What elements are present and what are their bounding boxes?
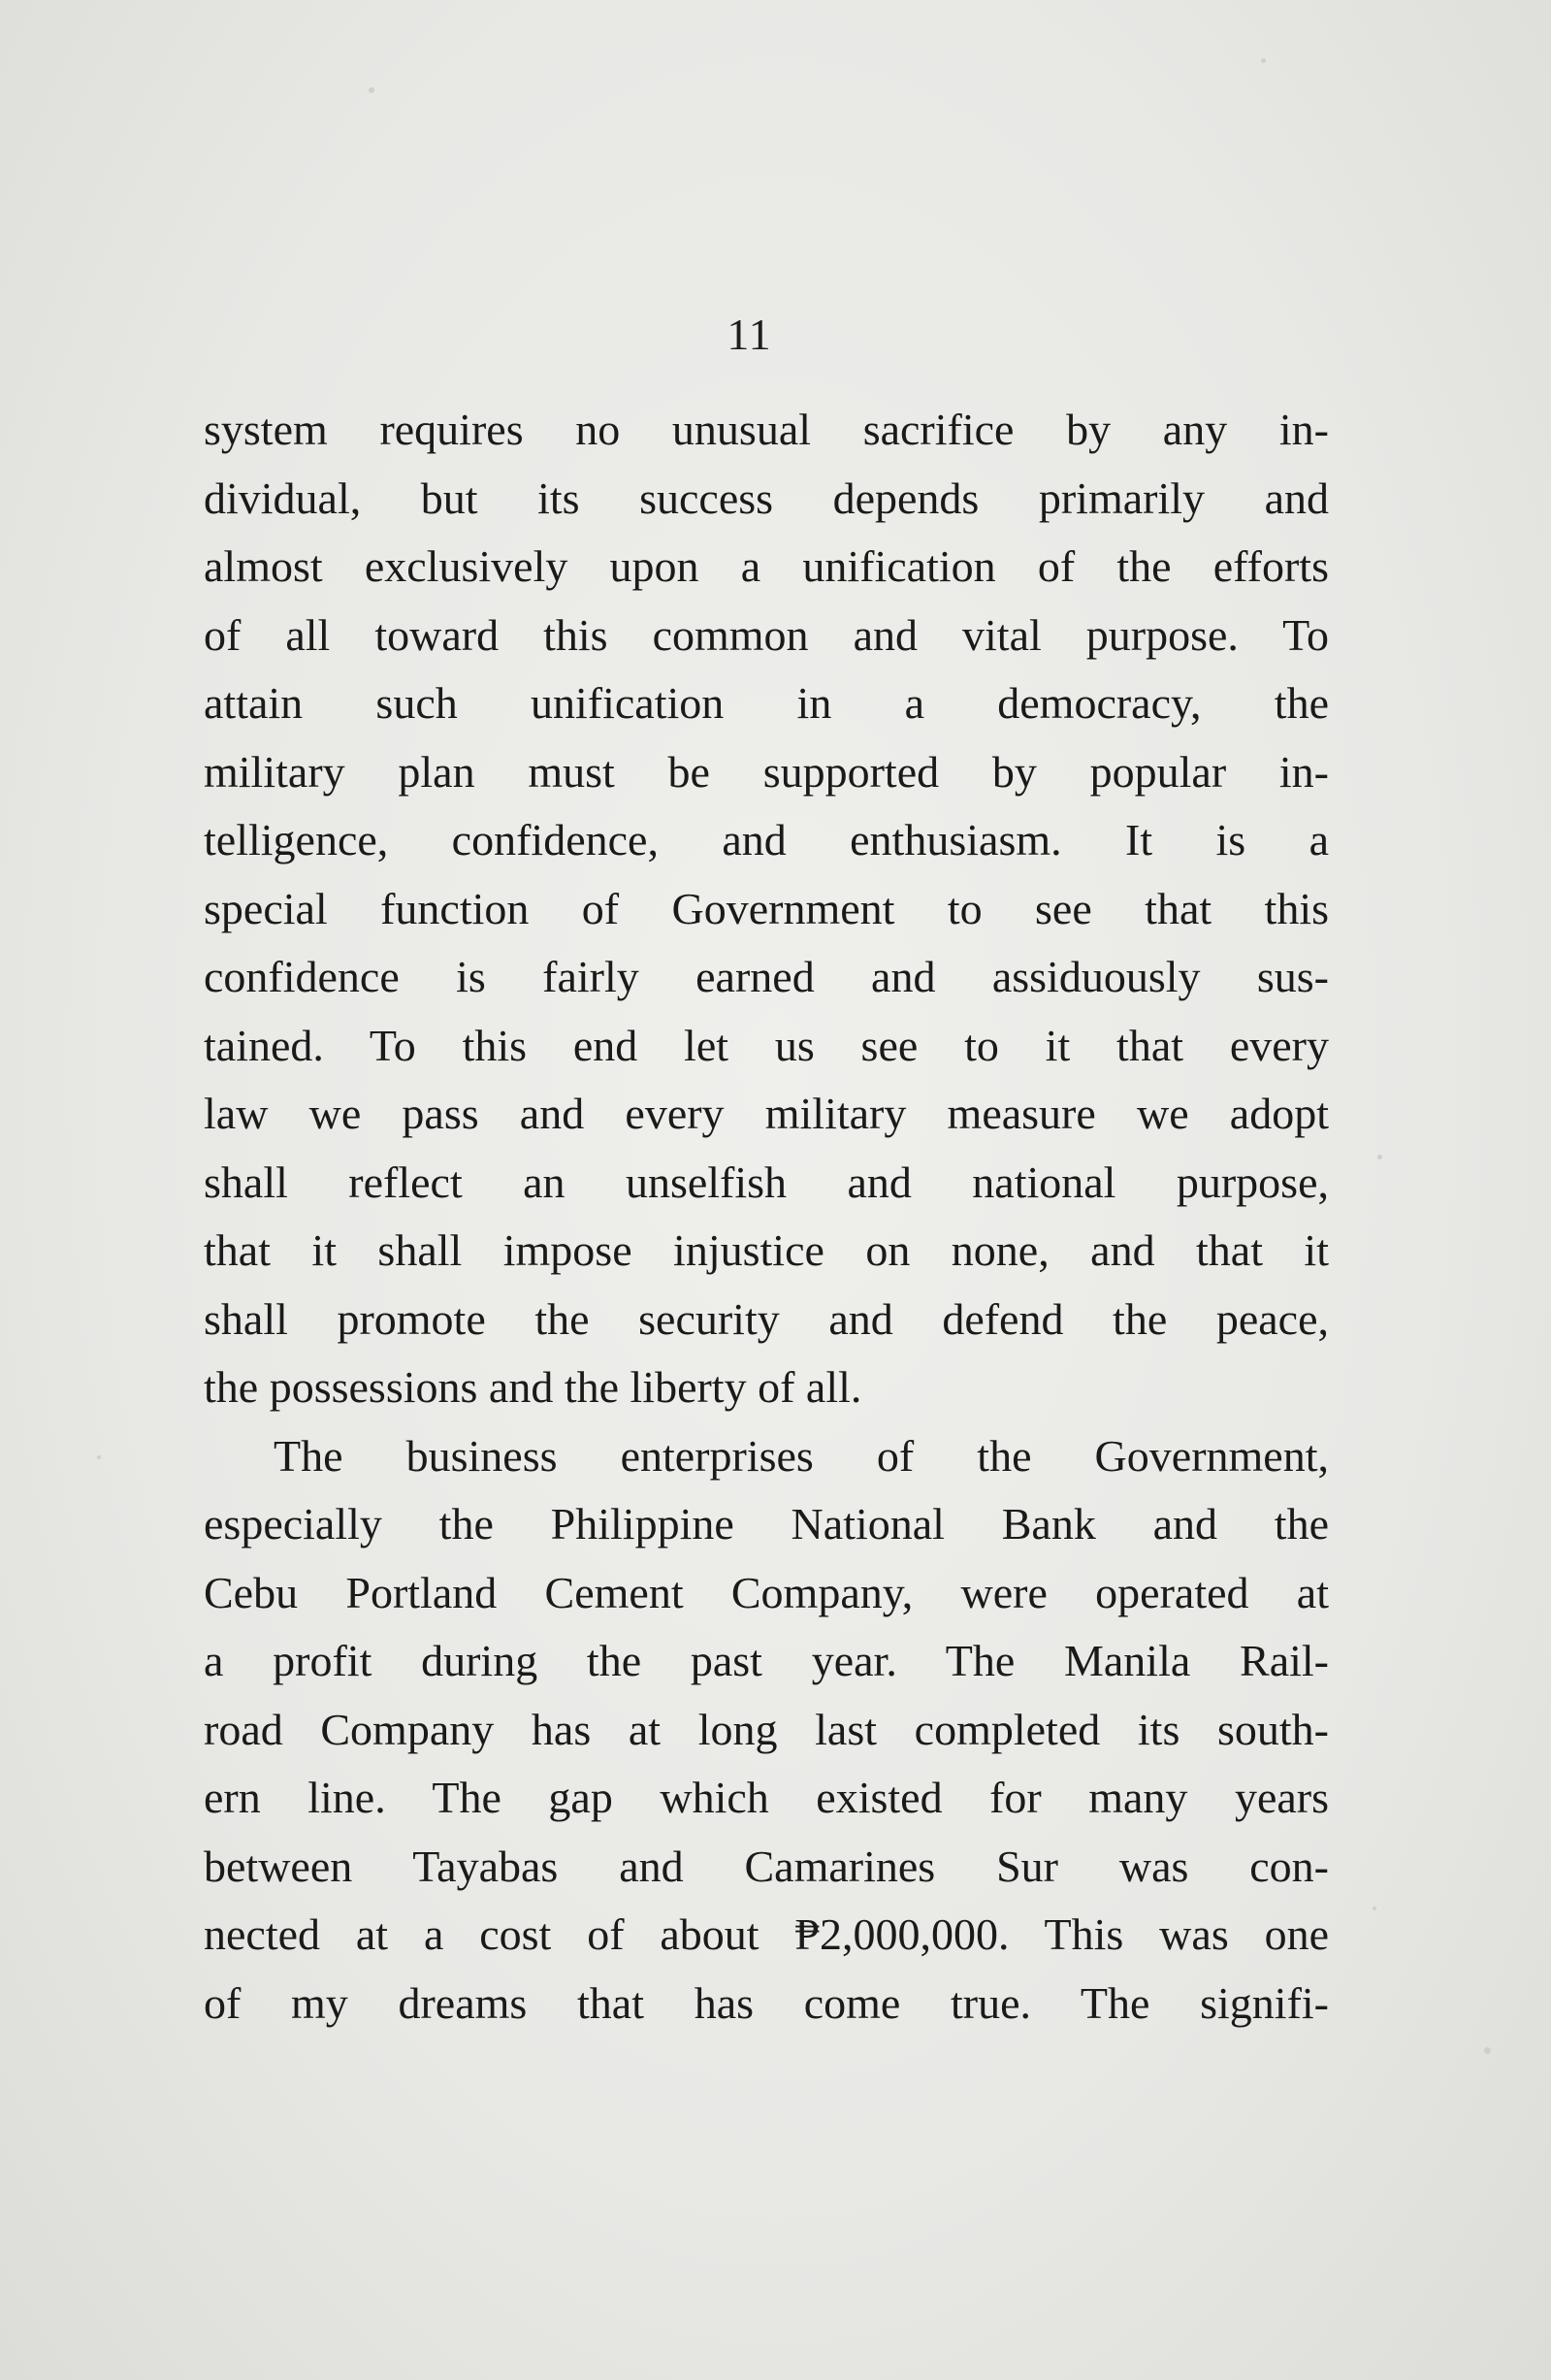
text-line: system requires no unusual sacrifice by any in- [204, 405, 1329, 454]
text-line: the possessions and the liberty of all. [204, 1362, 862, 1412]
text-line: shall promote the security and defend the peace, [204, 1293, 1329, 1344]
text-line: confidence is fairly earned and assiduously sus- [204, 952, 1329, 1001]
text-line: attain such unification in a democracy, the [204, 678, 1329, 728]
text-line: that it shall impose injustice on none, and that it [204, 1225, 1329, 1275]
text-line: tained. To this end let us see to it that every [204, 1020, 1329, 1070]
text-line: military plan must be supported by popular in- [204, 746, 1329, 797]
text-line: The business enterprises of the Government, [274, 1430, 1329, 1481]
text-line: especially the Philippine National Bank and the [204, 1499, 1329, 1549]
text-line: a profit during the past year. The Manila Rail- [204, 1636, 1329, 1685]
text-line: shall reflect an unselfish and national purpose, [204, 1157, 1329, 1207]
page-number: 11 [727, 310, 772, 359]
paragraph [204, 396, 1329, 1422]
text-line: of all toward this common and vital purpose. To [204, 609, 1329, 660]
text-line: between Tayabas and Camarines Sur was con- [204, 1841, 1329, 1891]
text-line: road Company has at long last completed its south- [204, 1704, 1329, 1754]
body-text [204, 396, 1329, 2038]
text-line: law we pass and every military measure we adopt [204, 1089, 1329, 1138]
paragraph [204, 1422, 1329, 2038]
paper-speck [1377, 1155, 1382, 1159]
paper-speck [369, 87, 374, 93]
text-line: nected at a cost of about ₱2,000,000. This was one [204, 1909, 1329, 1959]
text-line: dividual, but its success depends primarily and [204, 473, 1329, 523]
paper-speck [1484, 2047, 1491, 2054]
paper-speck [1373, 1907, 1376, 1910]
text-line: Cebu Portland Cement Company, were operated at [204, 1567, 1329, 1617]
text-line: almost exclusively upon a unification of the efforts [204, 541, 1329, 591]
paper-speck [1261, 58, 1266, 63]
text-line: ern line. The gap which existed for many years [204, 1773, 1329, 1822]
text-line: of my dreams that has come true. The signifi- [204, 1977, 1329, 2028]
paper-speck [97, 1455, 101, 1459]
text-line: telligence, confidence, and enthusiasm. It is a [204, 815, 1329, 864]
text-line: special function of Government to see that this [204, 883, 1329, 933]
